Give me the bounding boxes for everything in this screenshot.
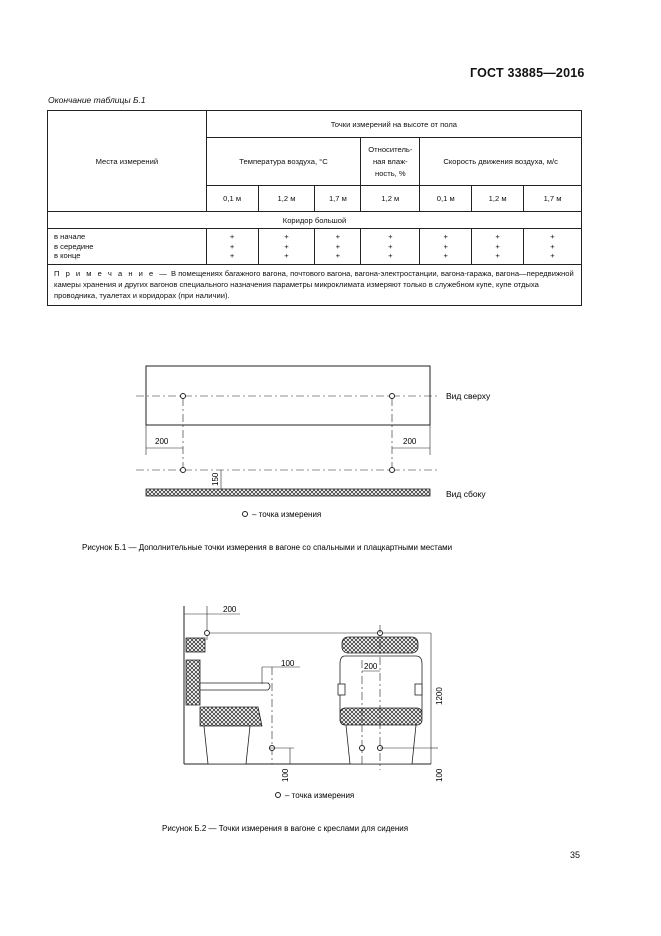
header-humidity-line3: ность, % [375, 168, 406, 178]
dim-height-1200: 1200 [435, 687, 444, 705]
height-cell: 1,2 м [258, 186, 315, 212]
page-number: 35 [570, 850, 581, 860]
measurement-point [360, 746, 365, 751]
dim-left: 200 [155, 437, 169, 446]
car-top-outline [146, 366, 430, 425]
header-humidity-line2: ная влаж- [372, 156, 408, 166]
legend-text-1: – точка измерения [252, 510, 322, 519]
legend-point-icon [276, 793, 281, 798]
header-temperature: Температура воздуха, °С [206, 138, 361, 186]
plus-cell: + + + [524, 229, 582, 265]
dim-arm: 100 [281, 659, 295, 668]
measurement-point [205, 631, 210, 636]
floor-hatch [146, 489, 430, 496]
backrest-left [186, 660, 200, 705]
side-view-label: Вид сбоку [446, 489, 486, 499]
figure-2-caption: Рисунок Б.2 — Точки измерения в вагоне с креслами для сидения [162, 824, 409, 833]
plus-cell: + + + [361, 229, 420, 265]
seat-base-left [204, 726, 250, 764]
height-cell: 1,7 м [524, 186, 582, 212]
dim-floor-right: 100 [435, 768, 444, 782]
height-cell: 1,2 м [472, 186, 524, 212]
measurement-point [390, 468, 395, 473]
backrest-right [340, 656, 422, 712]
plus-cell: + + + [472, 229, 524, 265]
height-cell: 0,1 м [206, 186, 258, 212]
header-points: Точки измерений на высоте от пола [206, 111, 581, 138]
note-text: В помещениях багажного вагона, почтового вагона, вагона-электростанции, вагона-гаража, вагона—передвижной камеры хранения и других вагонов специального назначения параметры микроклимата измеряют только в служебном купе, купе отдыха проводника, туалетах и коридорах (при наличии). [54, 269, 574, 300]
height-cell: 1,2 м [361, 186, 420, 212]
plus-cell: + + + [206, 229, 258, 265]
seat-base-right [346, 725, 416, 764]
section-row: Коридор большой [48, 212, 582, 229]
dim-height: 150 [211, 472, 220, 486]
seat-cushion-left [200, 707, 262, 726]
row-label: в конце [54, 251, 81, 261]
dim-top: 200 [223, 605, 237, 614]
standard-code: ГОСТ 33885—2016 [470, 66, 585, 80]
plus-cell: + + + [420, 229, 472, 265]
dim-right: 200 [403, 437, 417, 446]
dim-floor-left: 100 [281, 768, 290, 782]
top-view-label: Вид сверху [446, 391, 491, 401]
plus-cell: + + + [315, 229, 361, 265]
measurement-point [181, 468, 186, 473]
header-air-speed: Скорость движения воздуха, м/с [420, 138, 582, 186]
measurement-point [181, 394, 186, 399]
figure-1-caption: Рисунок Б.1 — Дополнительные точки измерения в вагоне со спальными и плацкартными местами [82, 543, 453, 552]
note-prefix: П р и м е ч а н и е — [54, 269, 169, 278]
seat-cushion-right [340, 708, 422, 725]
header-places: Места измерений [48, 111, 207, 212]
plus-cell: + + + [258, 229, 315, 265]
row-label: в начале [54, 232, 86, 242]
armrest-left [200, 683, 270, 690]
legend-point-icon [243, 512, 248, 517]
measurement-point [390, 394, 395, 399]
table-caption: Окончание таблицы Б.1 [48, 95, 146, 105]
height-cell: 1,7 м [315, 186, 361, 212]
header-humidity-line1: Относитель- [368, 144, 413, 154]
dim-center: 200 [364, 662, 378, 671]
headrest-left [186, 638, 205, 652]
legend-text-2: – точка измерения [285, 791, 355, 800]
row-label: в середине [54, 241, 94, 251]
height-cell: 0,1 м [420, 186, 472, 212]
